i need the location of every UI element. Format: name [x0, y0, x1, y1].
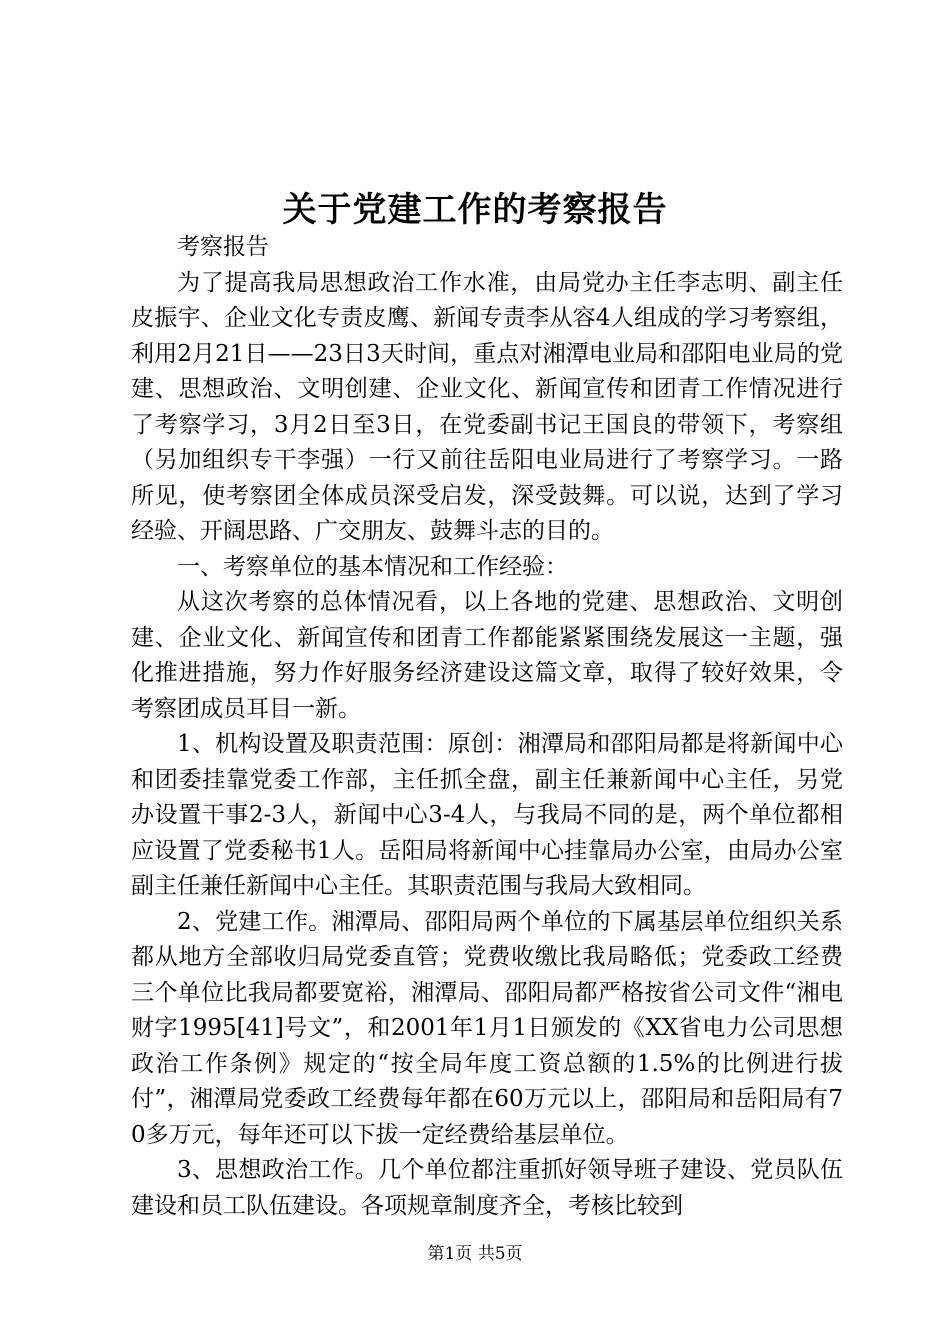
- section-heading-1: 一、考察单位的基本情况和工作经验：: [177, 553, 568, 580]
- paragraph-intro: 为了提高我局思想政治工作水准，由局党办主任李志明、副主任皮振宇、企业文化专责皮鹰、新闻专责李从容4人组成的学习考察组，利用2月21日——23日3天时间，重点对湘潭电业局和邵阳电业局的党建、思想政治、文明创建、企业文化、新闻宣传和团青工作情况进行了考察学习，3月2日至3日，在党委副书记王国良的带领下，考察组（另加组织专干李强）一行又前往岳阳电业局进行了考察学习。一路所见，使考察团全体成员深受启发，深受鼓舞。可以说，达到了学习经验、开阔思路、广交朋友、鼓舞斗志的目的。: [131, 269, 843, 544]
- paragraph-item-3: 3、思想政治工作。几个单位都注重抓好领导班子建设、党员队伍建设和员工队伍建设。各项规章制度齐全，考核比较到: [131, 1157, 843, 1219]
- document-title: 关于党建工作的考察报告: [282, 190, 668, 230]
- paragraph-item-1: 1、机构设置及职责范围：原创：湘潭局和邵阳局都是将新闻中心和团委挂靠党委工作部，主任抓全盘，副主任兼新闻中心主任，另党办设置干事2-3人，新闻中心3-4人，与我局不同的是，两个单位都相应设置了党委秘书1人。岳阳局将新闻中心挂靠局办公室，由局办公室副主任兼任新闻中心主任。其职责范围与我局大致相同。: [131, 731, 843, 899]
- document-body: [131, 230, 843, 1224]
- page-number-footer: 第1页 共5页: [427, 1244, 523, 1264]
- paragraph-subtitle: 考察报告: [177, 234, 269, 260]
- paragraph-overview: 从这次考察的总体情况看，以上各地的党建、思想政治、文明创建、企业文化、新闻宣传和团青工作都能紧紧围绕发展这一主题，强化推进措施，努力作好服务经济建设这篇文章，取得了较好效果，令考察团成员耳目一新。: [131, 589, 843, 722]
- paragraph-item-2: 2、党建工作。湘潭局、邵阳局两个单位的下属基层单位组织关系都从地方全部收归局党委直管；党费收缴比我局略低；党委政工经费三个单位比我局都要宽裕，湘潭局、邵阳局都严格按省公司文件“湘电财字1995[41]号文”，和2001年1月1日颁发的《XX省电力公司思想政治工作条例》规定的“按全局年度工资总额的1.5%的比例进行拔付”，湘潭局党委政工经费每年都在60万元以上，邵阳局和岳阳局有70多万元，每年还可以下拔一定经费给基层单位。: [131, 908, 843, 1148]
